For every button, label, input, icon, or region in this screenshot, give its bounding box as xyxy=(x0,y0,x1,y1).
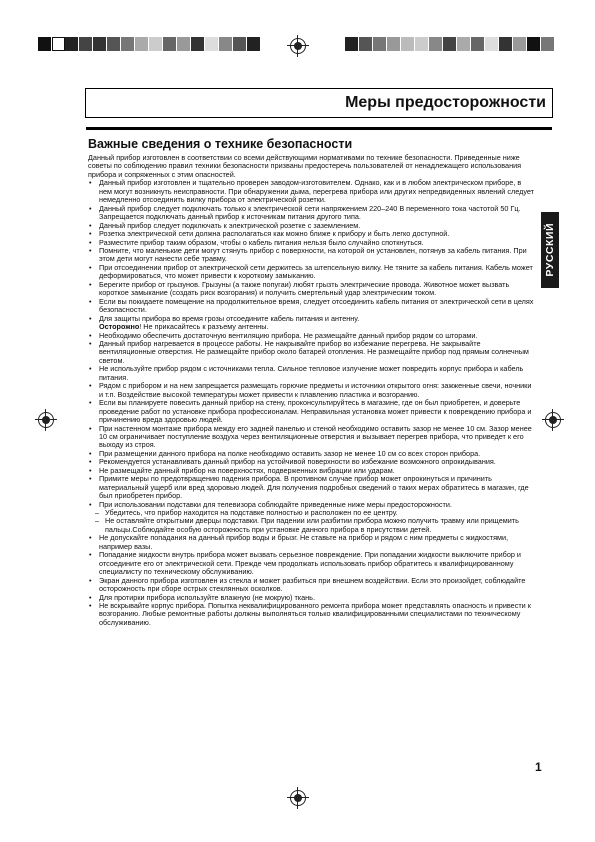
list-item: • Если вы покидаете помещение на продолжительное время, следует отсоединить кабель питания от электрической сети в целях безопасности. xyxy=(88,298,536,315)
list-item: • Не вскрывайте корпус прибора. Попытка неквалифицированного ремонта прибора может представлять опасность и привести к возгоранию. Любые ремонтные работы должны выполняться только квалифицированными специалистами по техническому обслуживанию. xyxy=(88,602,536,627)
list-item: • Помните, что маленькие дети могут стянуть прибор с поверхности, на которой он установлен, потянув за кабель питания. При этом дети могут нанести себе травму. xyxy=(88,247,536,264)
list-item: • Не размещайте данный прибор на поверхностях, подверженных вибрации или ударам. xyxy=(88,467,536,475)
list-item: • Для протирки прибора используйте влажную (не мокрую) ткань. xyxy=(88,594,536,602)
list-item: • При размещении данного прибора на полке необходимо оставить зазор не менее 10 см со всех сторон прибора. xyxy=(88,450,536,458)
language-tab-label: РУССКИЙ xyxy=(544,223,556,277)
list-item: • Розетка электрической сети должна располагаться как можно ближе к прибору и быть легко доступной. xyxy=(88,230,536,238)
list-item: • Берегите прибор от грызунов. Грызуны (а также попугаи) любят грызть электрические провода. Животное может вызвать короткое замыкание (создать риск возгорания) и получить смертельный удар электрическим током. xyxy=(88,281,536,298)
list-item: • Данный прибор следует подключать к электрической розетке с заземлением. xyxy=(88,222,536,230)
intro-paragraph: Данный прибор изготовлен в соответствии со всеми действующими нормативами по технике безопасности. Приведенные ниже советы по соблюдению правил техники безопасности призваны предостеречь пользователей от ненадлежащего использования прибора и сопряженных с этим опасностей. xyxy=(88,153,522,179)
section-title: Важные сведения о технике безопасности xyxy=(88,137,353,151)
list-item: • Примите меры по предотвращению падения прибора. В противном случае прибор может опрокинуться и причинить материальный ущерб или вред здоровью людей. Для получения подробных сведений о таких мерах обратитесь в магазин, где был приобретен прибор. xyxy=(88,475,536,500)
caution-text: ! Не прикасайтесь к разъему антенны. xyxy=(139,322,269,332)
list-item: • Не используйте прибор рядом с источниками тепла. Сильное тепловое излучение может повредить корпус прибора и кабель питания. xyxy=(88,365,536,382)
caution-label: Осторожно xyxy=(99,322,140,332)
page-title: Меры предосторожности xyxy=(345,94,546,111)
page-number: 1 xyxy=(535,760,542,774)
header-box xyxy=(85,88,553,118)
list-item: • Не допускайте попадания на данный прибор воды и брызг. Не ставьте на прибор и рядом с ним предметы с жидкостями, например вазы. xyxy=(88,534,536,551)
safety-list xyxy=(88,179,536,627)
registration-mark-right-icon xyxy=(545,412,561,428)
list-item: • Для защиты прибора во время грозы отсоедините кабель питания и антенну. xyxy=(88,315,536,323)
list-item: • Попадание жидкости внутрь прибора может вызвать серьезное повреждение. При попадании жидкости выключите прибор и отсоедините его от электрической сети. Прежде чем продолжать использовать прибор обратитесь к квалифицированному специалисту по техническому обслуживанию. xyxy=(88,551,536,576)
registration-mark-top-icon xyxy=(290,38,306,54)
list-item: • При использовании подставки для телевизора соблюдайте приведенные ниже меры предосторожности. xyxy=(88,501,536,509)
sub-list-item: – Убедитесь, что прибор находится на подставке полностью и расположен по ее центру. xyxy=(88,509,536,517)
registration-mark-left-icon xyxy=(38,412,54,428)
sub-list-item: – Не оставляйте открытыми дверцы подставки. При падении или разбитии прибора можно получить травму или прищемить пальцы.Соблюдайте особую осторожность при установке данного прибора в присутствии детей. xyxy=(88,517,536,534)
color-bar-left xyxy=(38,37,261,51)
header-rule xyxy=(86,127,552,130)
list-item: • Необходимо обеспечить достаточную вентиляцию прибора. Не размещайте данный прибор рядом со шторами. xyxy=(88,332,536,340)
list-item: • Разместите прибор таким образом, чтобы о кабель питания нельзя было случайно споткнуться. xyxy=(88,239,536,247)
list-item: • Данный прибор изготовлен и тщательно проверен заводом-изготовителем. Однако, как и в любом электрическом приборе, в нем могут возникнуть неисправности. При обнаружении дыма, перегрева прибора или других непредвиденных явлений следует немедленно отсоединить вилку прибора от электрической розетки. xyxy=(88,179,536,204)
registration-mark-bottom-icon xyxy=(290,790,306,806)
safety-content xyxy=(88,154,536,627)
list-item: • Рекомендуется устанавливать данный прибор на устойчивой поверхности во избежание возможного опрокидывания. xyxy=(88,458,536,466)
color-bar-right xyxy=(345,37,555,51)
list-item: • При настенном монтаже прибора между его задней панелью и стеной необходимо оставить зазор не менее 10 см. Зазор менее 10 см ограничивает поступление воздуха через вентиляционные отверстия и вызывает перегрев прибора, что приведет к его выходу из строя. xyxy=(88,425,536,450)
list-item: • Рядом с прибором и на нем запрещается размещать горючие предметы и источники открытого огня: зажженные свечи, ночники и т.п. Воздействие высокой температуры может привести к плавлению пластика и возгоранию. xyxy=(88,382,536,399)
list-item: • Данный прибор следует подключать только к электрической сети напряжением 220–240 В переменного тока частотой 50 Гц. Запрещается подключать данный прибор к источникам питания другого типа. xyxy=(88,205,536,222)
list-item: • Экран данного прибора изготовлен из стекла и может разбиться при внешнем воздействии. Если это произойдет, соблюдайте осторожность при сборе острых стеклянных осколков. xyxy=(88,577,536,594)
list-item: • При отсоединении прибор от электрической сети держитесь за штепсельную вилку. Не тяните за кабель питания. Кабель может деформироваться, что может привести к короткому замыканию. xyxy=(88,264,536,281)
list-item: • Данный прибор нагревается в процессе работы. Не накрывайте прибор во избежание перегрева. Не закрывайте вентиляционные отверстия. Не размещайте прибор около батарей отопления. Не размещайте прибор под прямым солнечным светом. xyxy=(88,340,536,365)
list-item: • Если вы планируете повесить данный прибор на стену, проконсультируйтесь в магазине, где он был приобретен, и доверьте проведение работ по установке прибора профессионалам. Неправильная установка может привести к повреждению прибора и причинению вреда здоровью людей. xyxy=(88,399,536,424)
language-tab xyxy=(541,212,559,288)
